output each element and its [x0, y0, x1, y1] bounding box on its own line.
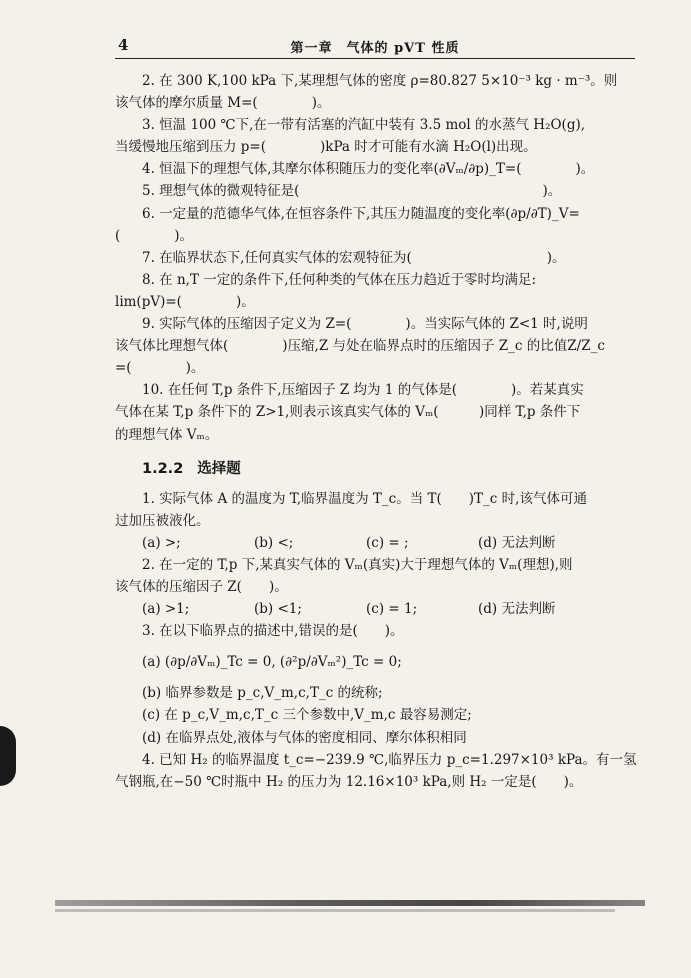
text-line: 该气体的摩尔质量 M=( )。 [115, 95, 331, 112]
text-line: 1. 实际气体 A 的温度为 T,临界温度为 T_c。当 T( )T_c 时,该气体可通 [142, 490, 587, 507]
option-c: (c) 在 p_c,V_m,c,T_c 三个参数中,V_m,c 最容易测定; [142, 707, 472, 724]
text-line: lim(pV)=( )。 [115, 293, 255, 310]
text-line: 3. 在以下临界点的描述中,错误的是( )。 [142, 623, 404, 640]
option-d: (d) 无法判断 [478, 534, 556, 551]
page-body [115, 70, 635, 793]
text-line: 过加压被液化。 [115, 512, 210, 529]
options-row [115, 598, 635, 620]
section-heading [115, 458, 635, 480]
option-b: (b) 临界参数是 p_c,V_m,c,T_c 的统称; [142, 685, 383, 702]
text-line: 4. 恒温下的理想气体,其摩尔体积随压力的变化率(∂Vₘ/∂p)_T=( )。 [142, 161, 595, 178]
text-line: 2. 在 300 K,100 kPa 下,某理想气体的密度 ρ=80.827 5×10⁻³ kg · m⁻³。则 [142, 73, 618, 89]
option-c: (c) = ; [366, 534, 409, 551]
text-line: 7. 在临界状态下,任何真实气体的宏观特征为( )。 [142, 249, 566, 266]
option-c: (c) = 1; [366, 601, 418, 618]
text-line: 气体在某 T,p 条件下的 Z>1,则表示该真实气体的 Vₘ( )同样 T,p 条件下 [115, 404, 581, 421]
text-line: 8. 在 n,T 一定的条件下,任何种类的气体在压力趋近于零时均满足: [142, 271, 537, 288]
section-number: 1.2.2 [142, 460, 184, 477]
scan-artifact [55, 900, 645, 906]
option-b: (b) <; [254, 534, 294, 551]
text-line: ( )。 [115, 227, 194, 244]
text-line: 5. 理想气体的微观特征是( )。 [142, 183, 562, 200]
option-a: (a) >1; [142, 601, 190, 618]
text-line: 该气体的压缩因子 Z( )。 [115, 579, 288, 596]
text-line: =( )。 [115, 360, 205, 377]
text-line: 的理想气体 Vₘ。 [115, 426, 219, 443]
section-title: 选择题 [197, 459, 241, 477]
scan-artifact [55, 909, 615, 912]
text-line: 6. 一定量的范德华气体,在恒容条件下,其压力随温度的变化率(∂p/∂T)_V= [142, 205, 580, 222]
page-number: 4 [118, 36, 129, 54]
binding-shadow [0, 726, 16, 786]
text-line: 10. 在任何 T,p 条件下,压缩因子 Z 均为 1 的气体是( )。若某真实 [142, 382, 584, 399]
option-a-formula: (a) (∂p/∂Vₘ)_Tc = 0, (∂²p/∂Vₘ²)_Tc = 0; [142, 654, 402, 671]
text-line: 4. 已知 H₂ 的临界温度 t_c=−239.9 ℃,临界压力 p_c=1.297×10³ kPa。有一氢 [142, 751, 637, 768]
text-line: 该气体比理想气体( )压缩,Z 与处在临界点时的压缩因子 Z_c 的比值Z/Z_c [115, 338, 605, 355]
text-line: 2. 在一定的 T,p 下,某真实气体的 Vₘ(真实)大于理想气体的 Vₘ(理想),则 [142, 556, 573, 573]
option-d: (d) 无法判断 [478, 601, 556, 618]
text-line: 气钢瓶,在−50 ℃时瓶中 H₂ 的压力为 12.16×10³ kPa,则 H₂ 一定是( )。 [115, 773, 583, 790]
option-a: (a) >; [142, 534, 181, 551]
text-line: 9. 实际气体的压缩因子定义为 Z=( )。当实际气体的 Z<1 时,说明 [142, 316, 588, 333]
chapter-title: 第一章 气体的 pVT 性质 [290, 41, 460, 56]
page-header [115, 36, 635, 59]
text-line: 3. 恒温 100 ℃下,在一带有活塞的汽缸中装有 3.5 mol 的水蒸气 H₂O(g), [142, 117, 586, 134]
text-line: 当缓慢地压缩到压力 p=( )kPa 时才可能有水滴 H₂O(l)出现。 [115, 139, 537, 156]
option-d: (d) 在临界点处,液体与气体的密度相同、摩尔体积相同 [142, 729, 467, 746]
option-b: (b) <1; [254, 601, 302, 618]
options-row [115, 532, 635, 554]
